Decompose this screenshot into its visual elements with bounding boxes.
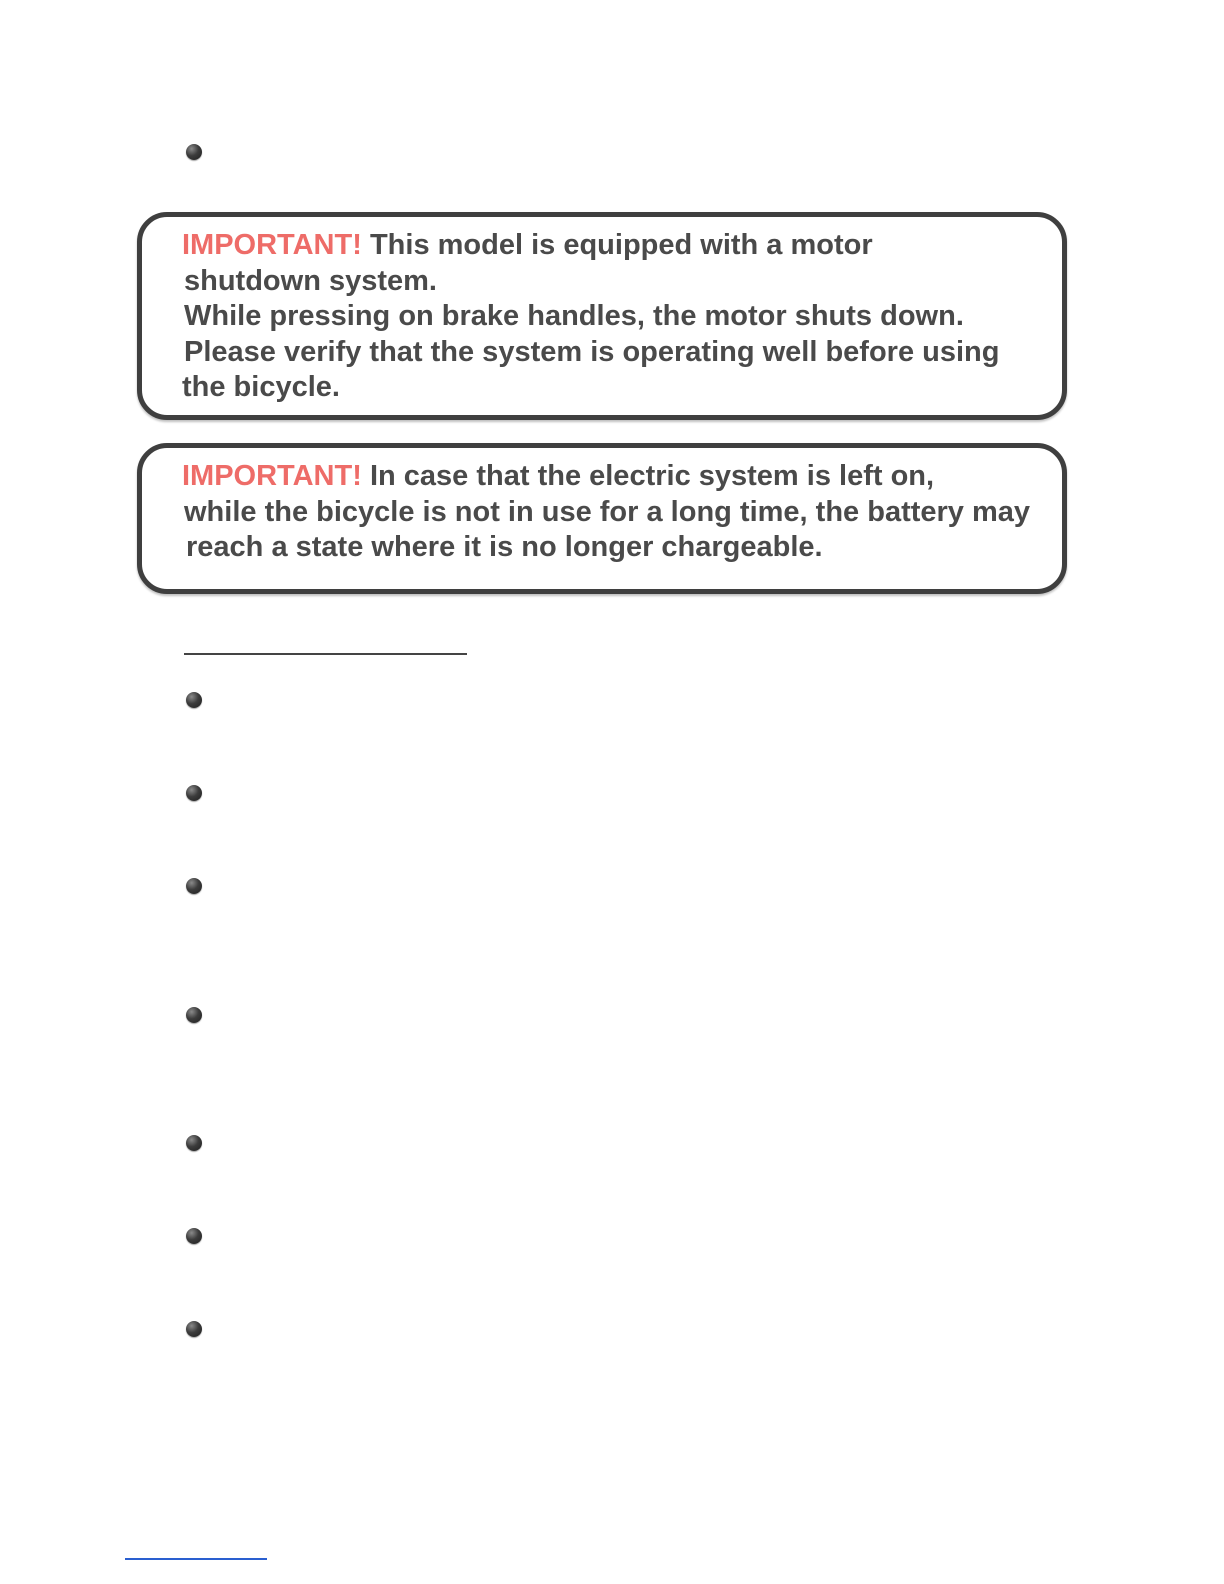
notice-line: While pressing on brake handles, the motor shuts down.: [184, 300, 964, 332]
section-heading-underline: [184, 653, 467, 655]
notice-line: the bicycle.: [182, 371, 340, 403]
notice-box-battery: [137, 443, 1067, 594]
bullet-icon: [186, 1135, 202, 1151]
bullet-icon: [186, 692, 202, 708]
notice-line: shutdown system.: [184, 264, 437, 297]
notice-text: [182, 459, 1048, 566]
important-label: IMPORTANT!: [182, 460, 362, 492]
notice-box-motor-shutdown: [137, 212, 1067, 420]
notice-text: [182, 228, 1048, 406]
bullet-icon: [186, 1228, 202, 1244]
bullet-icon: [186, 144, 202, 160]
footer-link-underline[interactable]: [125, 1558, 267, 1560]
notice-line: This model is equipped with a motor: [369, 229, 873, 261]
important-label: IMPORTANT!: [182, 229, 362, 261]
notice-line: while the bicycle is not in use for a long time, the battery may: [184, 495, 1031, 528]
bullet-icon: [186, 1321, 202, 1337]
bullet-icon: [186, 1007, 202, 1023]
bullet-icon: [186, 878, 202, 894]
notice-line: Please verify that the system is operating well before using: [184, 335, 1000, 368]
bullet-icon: [186, 785, 202, 801]
notice-line: In case that the electric system is left on,: [369, 460, 935, 492]
notice-line: reach a state where it is no longer chargeable.: [186, 531, 823, 563]
